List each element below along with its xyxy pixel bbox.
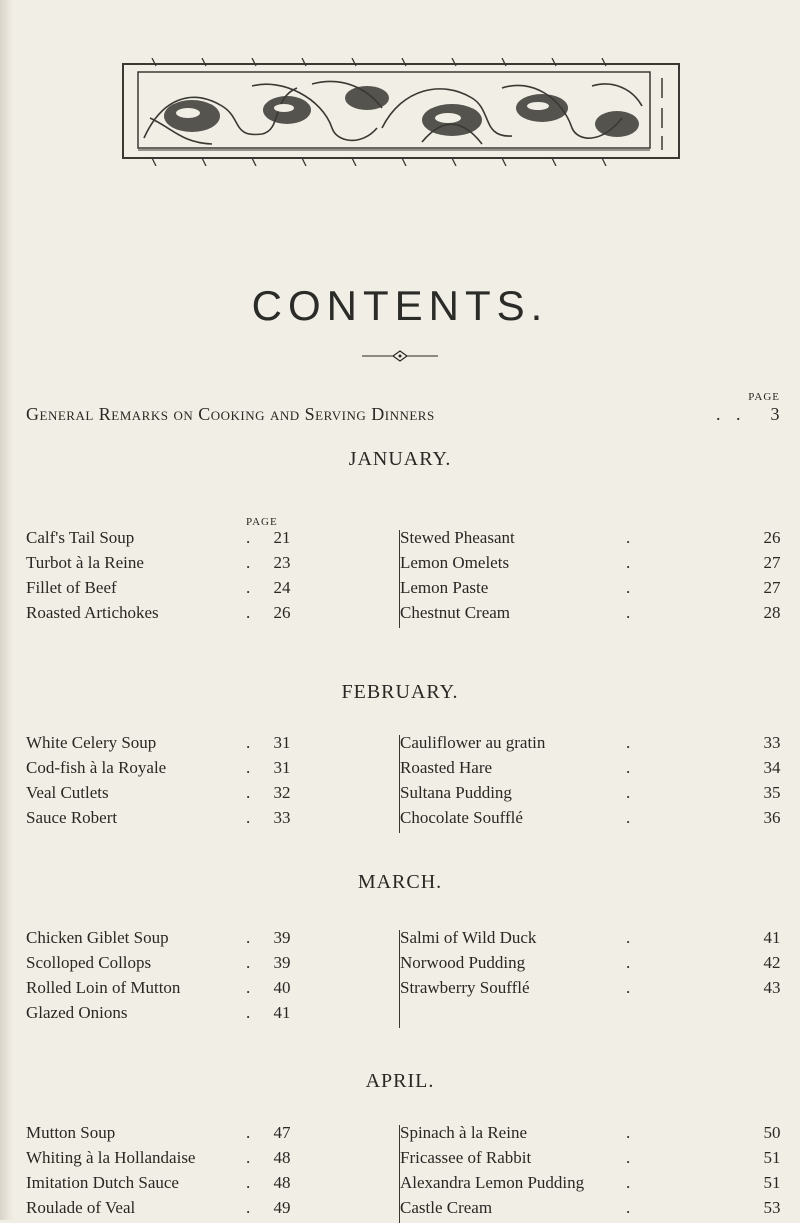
contents-row (26, 733, 786, 757)
contents-entry-page[interactable]: 28 (763, 603, 781, 622)
contents-entry-page[interactable]: 31 (273, 733, 291, 752)
leader-dots: . (626, 783, 645, 802)
contents-entry-title[interactable]: Chicken Giblet Soup (26, 928, 169, 947)
contents-entry-title[interactable]: Fillet of Beef (26, 578, 117, 597)
contents-entry-page[interactable]: 31 (273, 758, 291, 777)
contents-entry-page[interactable]: 33 (273, 808, 291, 827)
contents-entry-title[interactable]: Rolled Loin of Mutton (26, 978, 181, 997)
contents-entry-title[interactable]: Fricassee of Rabbit (400, 1148, 532, 1167)
contents-row (26, 603, 786, 627)
leader-dots: . (626, 1123, 645, 1142)
contents-entry-page[interactable]: 36 (763, 808, 781, 827)
leader-dots: . (626, 603, 645, 622)
contents-entry-title[interactable]: Alexandra Lemon Pudding (400, 1173, 585, 1192)
contents-entry-page[interactable]: 34 (763, 758, 781, 777)
leader-dots: . (246, 953, 265, 972)
contents-entry-page[interactable]: 26 (763, 528, 781, 547)
leader-dots: . (626, 978, 645, 997)
contents-entry-title[interactable]: Strawberry Soufflé (400, 978, 530, 997)
contents-row (26, 553, 786, 577)
contents-entry-title[interactable]: Scolloped Collops (26, 953, 152, 972)
leader-dots: . (246, 928, 265, 947)
contents-entry-page[interactable]: 39 (273, 928, 291, 947)
leader-dots: . (626, 928, 645, 947)
contents-row (26, 1198, 786, 1222)
contents-row (26, 528, 786, 552)
contents-entry-title[interactable]: Cod-fish à la Royale (26, 758, 167, 777)
month-heading: JANUARY. (348, 448, 452, 470)
contents-entry-page[interactable]: 32 (273, 783, 291, 802)
contents-row (26, 808, 786, 832)
contents-entry-title[interactable]: Spinach à la Reine (400, 1123, 527, 1142)
leader-dots: . (626, 1198, 645, 1217)
contents-entry-title[interactable]: White Celery Soup (26, 733, 157, 752)
contents-entry-page[interactable]: 43 (763, 978, 781, 997)
contents-entry-page[interactable]: 27 (763, 553, 781, 572)
contents-entry-title[interactable]: Roasted Artichokes (26, 603, 159, 622)
leader-dots: . (626, 808, 645, 827)
contents-entry-page[interactable]: 49 (273, 1198, 291, 1217)
leader-dots: . (246, 758, 265, 777)
contents-entry-page[interactable]: 24 (273, 578, 291, 597)
contents-entry-title[interactable]: Cauliflower au gratin (400, 733, 546, 752)
page-column-label: PAGE (246, 516, 278, 528)
contents-entry-page[interactable]: 26 (273, 603, 291, 622)
leader-dots: . (246, 553, 265, 572)
contents-entry-page[interactable]: 41 (273, 1003, 291, 1022)
contents-entry-page[interactable]: 51 (763, 1148, 781, 1167)
contents-row (26, 928, 786, 952)
leader-dots: . (246, 1148, 265, 1167)
contents-entry-page[interactable]: 35 (763, 783, 781, 802)
leader-dots: . (246, 733, 265, 752)
contents-entry-page[interactable]: 48 (273, 1173, 291, 1192)
leader-dots: . (626, 553, 645, 572)
contents-row (26, 953, 786, 977)
contents-entry-page[interactable]: 48 (273, 1148, 291, 1167)
contents-entry-page[interactable]: 51 (763, 1173, 781, 1192)
contents-row (26, 783, 786, 807)
contents-entry-page[interactable]: 42 (763, 953, 781, 972)
contents-entry-title[interactable]: Calf's Tail Soup (26, 528, 135, 547)
page-binding-edge (0, 0, 14, 1220)
general-remarks-entry[interactable] (26, 404, 780, 430)
contents-entry-title[interactable]: Lemon Omelets (400, 553, 510, 572)
contents-entry-title[interactable]: Chocolate Soufflé (400, 808, 523, 827)
leader-dots: . (246, 578, 265, 597)
leader-dots: . (246, 1173, 265, 1192)
leader-dots: . (246, 1003, 265, 1022)
contents-entry-title[interactable]: Glazed Onions (26, 1003, 128, 1022)
contents-entry-page[interactable]: 47 (273, 1123, 291, 1142)
leader-dots: . (626, 1148, 645, 1167)
contents-row (26, 1003, 786, 1027)
contents-entry-page[interactable]: 50 (763, 1123, 781, 1142)
leader-dots: . (626, 528, 645, 547)
contents-entry-title[interactable]: Roasted Hare (400, 758, 493, 777)
leader-dots: . (626, 953, 645, 972)
contents-entry-title[interactable]: Sauce Robert (26, 808, 118, 827)
month-heading: FEBRUARY. (341, 681, 459, 703)
contents-entry-page[interactable]: 27 (763, 578, 781, 597)
contents-entry-title[interactable]: Veal Cutlets (26, 783, 109, 802)
contents-entry-title[interactable]: Norwood Pudding (400, 953, 526, 972)
contents-entry-page[interactable]: 23 (273, 553, 291, 572)
contents-row (26, 578, 786, 602)
leader-dots: . (246, 603, 265, 622)
contents-entry-page[interactable]: 53 (763, 1198, 781, 1217)
leader-dots: . (246, 783, 265, 802)
contents-entry-title[interactable]: Roulade of Veal (26, 1198, 136, 1217)
contents-row (26, 1173, 786, 1197)
month-heading: MARCH. (357, 871, 443, 893)
contents-entry-title[interactable]: Imitation Dutch Sauce (26, 1173, 179, 1192)
entry-title: General Remarks on Cooking and Serving Dinners (26, 404, 435, 424)
contents-row (26, 1123, 786, 1147)
contents-row (26, 1148, 786, 1172)
contents-entry-title[interactable]: Whiting à la Hollandaise (26, 1148, 196, 1167)
leader-dots: . (626, 733, 645, 752)
contents-entry-page[interactable]: 33 (763, 733, 781, 752)
contents-entry-title[interactable]: Sultana Pudding (400, 783, 512, 802)
leader-dots: . (626, 578, 645, 597)
contents-row (26, 978, 786, 1002)
leader-dots: . (246, 1198, 265, 1217)
contents-entry-page[interactable]: 40 (273, 978, 291, 997)
leader-dots: . (246, 808, 265, 827)
contents-entry-title[interactable]: Lemon Paste (400, 578, 489, 597)
contents-entry-title[interactable]: Castle Cream (400, 1198, 493, 1217)
title-ornament (360, 350, 440, 362)
contents-entry-page[interactable]: 21 (273, 528, 291, 547)
contents-row (26, 758, 786, 782)
leader-dots: . (246, 978, 265, 997)
contents-entry-title[interactable]: Chestnut Cream (400, 603, 511, 622)
decorative-header-banner (122, 58, 680, 166)
contents-entry-title[interactable]: Stewed Pheasant (400, 528, 515, 547)
leader-dots: . (246, 1123, 265, 1142)
page-column-label: PAGE (748, 391, 780, 403)
contents-entry-page[interactable]: 39 (273, 953, 291, 972)
contents-entry-title[interactable]: Salmi of Wild Duck (400, 928, 537, 947)
leader-dots: . (626, 1173, 645, 1192)
contents-entry-title[interactable]: Mutton Soup (26, 1123, 116, 1142)
leader-dots: . . (716, 404, 741, 424)
contents-entry-page[interactable]: 41 (763, 928, 781, 947)
month-heading: APRIL. (365, 1070, 435, 1092)
page-title: CONTENTS. (251, 282, 549, 329)
leader-dots: . (246, 528, 265, 547)
contents-entry-title[interactable]: Turbot à la Reine (26, 553, 144, 572)
entry-page: 3 (770, 404, 780, 424)
leader-dots: . (626, 758, 645, 777)
